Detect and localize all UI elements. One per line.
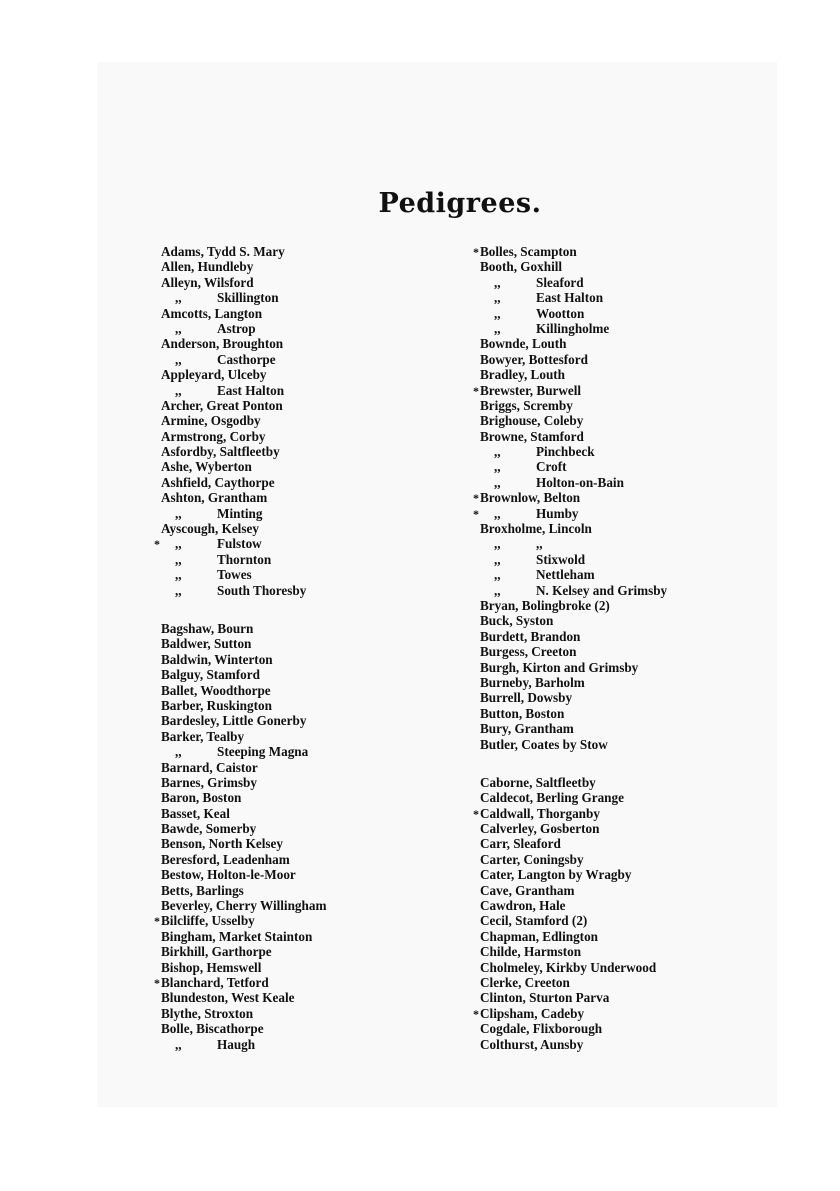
pedigree-entry: [480, 598, 667, 613]
pedigree-entry: [161, 490, 326, 505]
pedigree-entry: [161, 413, 326, 428]
entry-text: Adams, Tydd S. Mary: [161, 244, 285, 259]
ditto-mark: ,,: [175, 536, 182, 552]
entry-text: Barker, Tealby: [161, 728, 245, 744]
asterisk-mark: *: [473, 491, 479, 506]
entry-text: Booth, Goxhill: [480, 259, 563, 275]
ditto-mark: ,,: [175, 1036, 182, 1052]
pedigree-entry: [480, 990, 667, 1005]
pedigree-entry: [161, 352, 326, 367]
entry-text: Benson, North Kelsey: [161, 836, 283, 852]
pedigree-entry: [161, 667, 326, 682]
pedigree-entry: [473, 382, 667, 398]
ditto-mark: ,,: [494, 444, 501, 460]
pedigree-entry: [473, 505, 667, 521]
ditto-mark: ,,: [175, 505, 182, 521]
entry-text: Chapman, Edlington: [480, 928, 598, 944]
pedigree-entry: [161, 898, 326, 913]
pedigree-entry: [480, 259, 667, 274]
pedigree-entry: [161, 444, 326, 459]
entry-text: Blythe, Stroxton: [161, 1005, 254, 1021]
asterisk-mark: *: [473, 506, 479, 521]
entry-text: Bardesley, Little Gonerby: [161, 713, 307, 729]
pedigree-entry: [480, 913, 667, 928]
pedigree-entry: [480, 1037, 667, 1052]
entry-text: Briggs, Scremby: [480, 397, 573, 413]
pedigree-entry: [161, 398, 326, 413]
entry-text: Nettleham: [536, 567, 595, 583]
pedigree-entry: [480, 536, 667, 551]
entry-text: Bestow, Holton-le-Moor: [161, 867, 296, 883]
ditto-mark: ,,: [494, 290, 501, 306]
pedigree-entry: [480, 721, 667, 736]
pedigree-entry: [161, 336, 326, 351]
pedigree-entry: [480, 552, 667, 567]
pedigree-entry: [480, 613, 667, 628]
pedigree-entry: [480, 821, 667, 836]
pedigree-entry: [161, 713, 326, 728]
pedigree-entry: [480, 867, 667, 882]
entry-text: Blanchard, Tetford: [161, 974, 269, 990]
pedigree-entry: [480, 1021, 667, 1036]
entry-text: Alleyn, Wilsford: [161, 274, 254, 290]
pedigree-entry: [161, 652, 326, 667]
pedigree-entry: [480, 475, 667, 490]
ditto-mark: ,,: [175, 382, 182, 398]
entry-text: Bilcliffe, Usselby: [161, 913, 255, 929]
entry-text: Sleaford: [536, 274, 584, 290]
entry-text: Baldwer, Sutton: [161, 636, 252, 652]
entry-text: Steeping Magna: [217, 744, 309, 760]
pedigree-entry: [161, 852, 326, 867]
ditto-mark: ,,: [494, 274, 501, 290]
entry-text: Stixwold: [536, 551, 586, 567]
entry-text: Asfordby, Saltfleetby: [161, 444, 280, 460]
entry-text: Beresford, Leadenham: [161, 851, 290, 867]
entry-text: East Halton: [536, 290, 604, 306]
entry-text: Blundeston, West Keale: [161, 990, 295, 1006]
entry-text: Barnes, Grimsby: [161, 774, 257, 790]
entry-text: Bryan, Bolingbroke (2): [480, 597, 610, 613]
ditto-mark: ,,: [175, 290, 182, 306]
entry-text: Humby: [536, 505, 579, 521]
entry-text: Cater, Langton by Wragby: [480, 867, 632, 883]
section-gap: [161, 598, 326, 621]
ditto-mark: ,,: [494, 320, 501, 336]
entry-text: Brownlow, Belton: [480, 490, 581, 506]
entry-text: Betts, Barlings: [161, 882, 244, 898]
asterisk-mark: *: [154, 975, 160, 990]
pedigree-entry: [473, 244, 667, 259]
pedigree-entry: [161, 836, 326, 851]
entry-text: Balguy, Stamford: [161, 667, 260, 683]
entry-text: Bishop, Hemswell: [161, 959, 262, 975]
entry-text: Allen, Hundleby: [161, 259, 254, 275]
pedigree-entry: [161, 429, 326, 444]
entry-text: Caldecot, Berling Grange: [480, 790, 624, 806]
pedigree-entry: [480, 583, 667, 598]
pedigree-entry: [154, 913, 326, 929]
pedigree-entry: [161, 306, 326, 321]
pedigree-entry: [161, 867, 326, 882]
pedigree-entry: [473, 805, 667, 821]
entry-text: Amcotts, Langton: [161, 305, 263, 321]
entry-text: Pinchbeck: [536, 444, 595, 460]
entry-text: Burrell, Dowsby: [480, 690, 573, 706]
pedigree-entry: [480, 367, 667, 382]
pedigree-entry: [161, 1006, 326, 1021]
pedigree-entry: [480, 852, 667, 867]
entry-text: Cogdale, Flixborough: [480, 1021, 603, 1037]
entry-text: South Thoresby: [217, 582, 307, 598]
pedigree-entry: [161, 1037, 326, 1052]
entry-text: Barnard, Caistor: [161, 759, 258, 775]
entry-text: Killingholme: [536, 320, 610, 336]
entry-text: Cawdron, Hale: [480, 898, 566, 914]
entry-text: Armine, Osgodby: [161, 413, 261, 429]
entry-text: Ayscough, Kelsey: [161, 521, 259, 537]
entry-text: Caborne, Saltfleetby: [480, 774, 596, 790]
ditto-mark: ,,: [494, 582, 501, 598]
entry-text: Calverley, Gosberton: [480, 821, 600, 837]
pedigree-entry: [161, 521, 326, 536]
entry-text: Burgess, Creeton: [480, 644, 577, 660]
pedigree-entry: [480, 429, 667, 444]
pedigree-entry: [161, 275, 326, 290]
entry-text: ,,: [536, 536, 543, 552]
pedigree-entry: [161, 475, 326, 490]
pedigree-entry: [161, 552, 326, 567]
entry-text: Bagshaw, Bourn: [161, 620, 254, 636]
entry-text: Buck, Syston: [480, 613, 554, 629]
entry-text: Clipsham, Cadeby: [480, 1005, 585, 1021]
entry-text: Childe, Harmston: [480, 944, 582, 960]
entry-text: Bawde, Somerby: [161, 821, 257, 837]
entry-text: Fulstow: [217, 536, 262, 552]
pedigree-entry: [161, 698, 326, 713]
pedigree-entry: [480, 413, 667, 428]
entry-text: Ballet, Woodthorpe: [161, 682, 271, 698]
entry-text: Carter, Coningsby: [480, 851, 584, 867]
entry-text: Cecil, Stamford (2): [480, 913, 588, 929]
pedigree-entry: [480, 459, 667, 474]
pedigree-entry: [161, 790, 326, 805]
entry-text: Bury, Grantham: [480, 721, 574, 737]
asterisk-mark: *: [473, 245, 479, 259]
asterisk-mark: *: [473, 806, 479, 821]
entry-text: Cave, Grantham: [480, 882, 575, 898]
pedigree-entry: [161, 383, 326, 398]
entry-text: Bolles, Scampton: [480, 244, 577, 259]
entry-text: Brighouse, Coleby: [480, 413, 584, 429]
entry-text: Skillington: [217, 290, 279, 306]
page-title: Pedigrees.: [378, 188, 542, 219]
pedigree-entry: [480, 944, 667, 959]
pedigree-entry: [161, 729, 326, 744]
pedigree-entry: [480, 790, 667, 805]
pedigree-entry: [480, 898, 667, 913]
ditto-mark: ,,: [175, 567, 182, 583]
entry-text: Wootton: [536, 305, 585, 321]
entry-text: East Halton: [217, 382, 285, 398]
asterisk-mark: *: [473, 383, 479, 398]
ditto-mark: ,,: [175, 551, 182, 567]
pedigree-entry: [161, 567, 326, 582]
entry-text: Barber, Ruskington: [161, 697, 272, 713]
asterisk-mark: *: [473, 1006, 479, 1021]
pedigree-entry: [161, 760, 326, 775]
entry-text: Burneby, Barholm: [480, 674, 585, 690]
pedigree-entry: [480, 706, 667, 721]
pedigree-entry: [480, 975, 667, 990]
entry-text: Birkhill, Garthorpe: [161, 944, 272, 960]
ditto-mark: ,,: [494, 305, 501, 321]
entry-text: Minting: [217, 505, 263, 521]
entry-text: Archer, Great Ponton: [161, 397, 283, 413]
pedigree-entry: [480, 398, 667, 413]
ditto-mark: ,,: [494, 551, 501, 567]
entry-text: Baldwin, Winterton: [161, 651, 273, 667]
entry-text: Astrop: [217, 320, 256, 336]
pedigree-entry: [161, 506, 326, 521]
entry-text: Burgh, Kirton and Grimsby: [480, 659, 639, 675]
entry-text: Anderson, Broughton: [161, 336, 284, 352]
entry-text: Button, Boston: [480, 705, 565, 721]
entry-text: Beverley, Cherry Willingham: [161, 898, 327, 914]
pedigree-entry: [480, 321, 667, 336]
asterisk-mark: *: [154, 914, 160, 929]
entry-text: Holton-on-Bain: [536, 474, 624, 490]
pedigree-entry: [161, 244, 326, 259]
pedigree-entry: [480, 660, 667, 675]
entry-text: Haugh: [217, 1036, 256, 1052]
pedigree-entry: [161, 821, 326, 836]
pedigree-entry: [480, 275, 667, 290]
entry-text: Bingham, Market Stainton: [161, 928, 313, 944]
entry-text: Bownde, Louth: [480, 336, 567, 352]
section-gap: [480, 752, 667, 775]
pedigree-entry: [161, 290, 326, 305]
pedigree-entry: [480, 929, 667, 944]
entry-text: Clerke, Creeton: [480, 974, 570, 990]
entry-text: Croft: [536, 459, 567, 475]
entry-text: Cholmeley, Kirkby Underwood: [480, 959, 657, 975]
pedigree-entry: [161, 775, 326, 790]
entry-text: Basset, Keal: [161, 805, 230, 821]
entry-text: Thornton: [217, 551, 272, 567]
pedigree-entry: [161, 944, 326, 959]
ditto-mark: ,,: [494, 536, 501, 552]
entry-text: Appleyard, Ulceby: [161, 367, 267, 383]
left-column: [154, 244, 327, 1052]
pedigree-entry: [480, 629, 667, 644]
asterisk-mark: *: [154, 537, 160, 552]
entry-text: Casthorpe: [217, 351, 276, 367]
pedigree-entry: [161, 883, 326, 898]
pedigree-entry: [161, 321, 326, 336]
pedigree-entry: [161, 683, 326, 698]
entry-text: Butler, Coates by Stow: [480, 736, 608, 752]
pedigree-entry: [161, 636, 326, 651]
pedigree-entry: [161, 621, 326, 636]
entry-text: Bolle, Biscathorpe: [161, 1021, 264, 1037]
ditto-mark: ,,: [175, 320, 182, 336]
pedigree-entry: [480, 690, 667, 705]
ditto-mark: ,,: [175, 744, 182, 760]
pedigree-entry: [480, 644, 667, 659]
pedigree-entry: [473, 490, 667, 506]
pedigree-entry: [161, 367, 326, 382]
pedigree-entry: [154, 536, 326, 552]
entry-text: Bowyer, Bottesford: [480, 351, 588, 367]
pedigree-entry: [480, 352, 667, 367]
entry-text: Browne, Stamford: [480, 428, 584, 444]
pedigree-entry: [473, 1005, 667, 1021]
pedigree-entry: [161, 1021, 326, 1036]
entry-text: Clinton, Sturton Parva: [480, 990, 610, 1006]
ditto-mark: ,,: [175, 582, 182, 598]
pedigree-entry: [161, 960, 326, 975]
entry-text: Burdett, Brandon: [480, 628, 581, 644]
entry-text: Baron, Boston: [161, 790, 242, 806]
pedigree-entry: [480, 675, 667, 690]
pedigree-entry: [480, 883, 667, 898]
pedigree-entry: [480, 567, 667, 582]
pedigree-entry: [161, 259, 326, 274]
entry-text: Ashton, Grantham: [161, 490, 268, 506]
pedigree-entry: [161, 990, 326, 1005]
entry-text: Carr, Sleaford: [480, 836, 561, 852]
pedigree-entry: [480, 960, 667, 975]
entry-text: Brewster, Burwell: [480, 382, 582, 398]
ditto-mark: ,,: [175, 351, 182, 367]
pedigree-entry: [154, 974, 326, 990]
pedigree-entry: [480, 775, 667, 790]
pedigree-entry: [480, 290, 667, 305]
ditto-mark: ,,: [494, 505, 501, 521]
pedigree-entry: [161, 744, 326, 759]
pedigree-entry: [480, 306, 667, 321]
ditto-mark: ,,: [494, 474, 501, 490]
right-column: [473, 244, 668, 1052]
pedigree-entry: [161, 459, 326, 474]
entry-text: Colthurst, Aunsby: [480, 1036, 584, 1052]
entry-text: Broxholme, Lincoln: [480, 521, 592, 537]
pedigree-entry: [161, 929, 326, 944]
ditto-mark: ,,: [494, 567, 501, 583]
ditto-mark: ,,: [494, 459, 501, 475]
entry-text: Armstrong, Corby: [161, 428, 266, 444]
pedigree-entry: [480, 836, 667, 851]
pedigree-entry: [480, 521, 667, 536]
pedigree-entry: [480, 737, 667, 752]
pedigree-entry: [161, 583, 326, 598]
pedigree-entry: [161, 806, 326, 821]
entry-text: N. Kelsey and Grimsby: [536, 582, 668, 598]
entry-text: Towes: [217, 567, 252, 583]
entry-text: Caldwall, Thorganby: [480, 805, 600, 821]
pedigree-entry: [480, 444, 667, 459]
pedigree-entry: [480, 336, 667, 351]
entry-text: Ashe, Wyberton: [161, 459, 252, 475]
entry-text: Ashfield, Caythorpe: [161, 474, 275, 490]
entry-text: Bradley, Louth: [480, 367, 566, 383]
